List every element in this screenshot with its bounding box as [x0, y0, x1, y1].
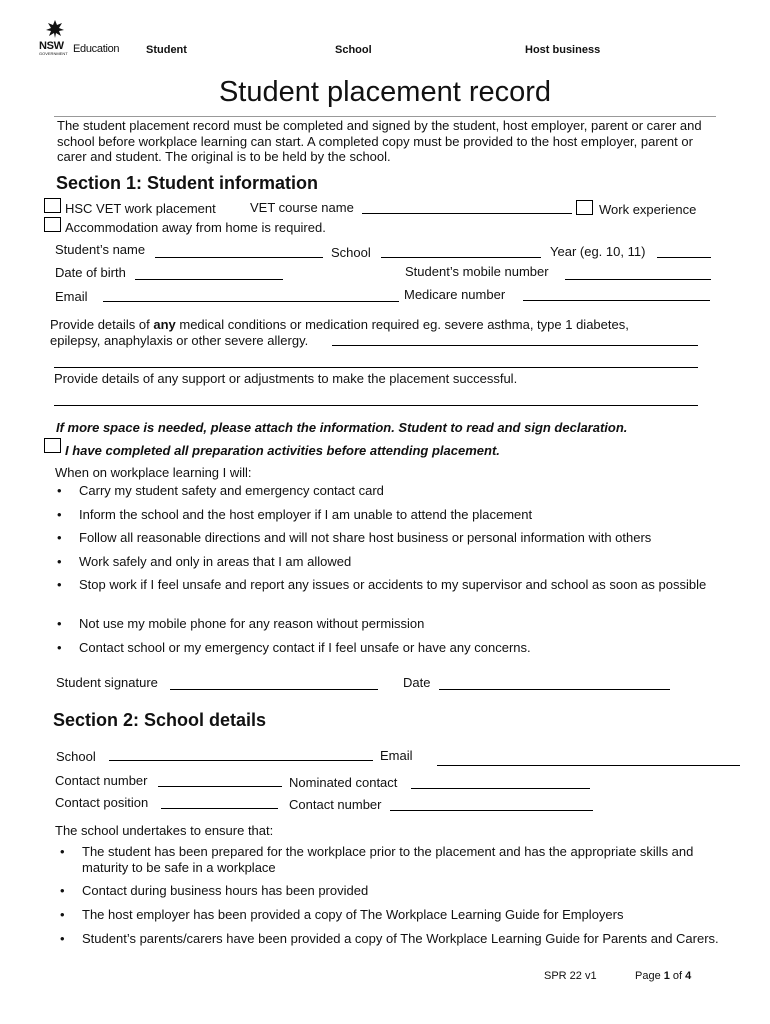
school-label: School [331, 245, 371, 260]
contact-number-label: Contact number [55, 773, 148, 788]
support-label: Provide details of any support or adjustments to make the placement successful. [54, 371, 518, 386]
section2-heading: Section 2: School details [53, 710, 267, 730]
student-signature-field[interactable] [170, 689, 378, 690]
contact-number-field[interactable] [158, 786, 282, 787]
email-label: Email [55, 289, 88, 304]
hsc-vet-checkbox[interactable] [44, 198, 61, 213]
mobile-field[interactable] [565, 279, 711, 280]
title-divider [54, 116, 716, 117]
page-number: Page 1 of 4 [635, 970, 692, 982]
nominated-contact-label: Nominated contact [289, 775, 398, 790]
nsw-education-logo [36, 18, 128, 58]
mobile-label: Student’s mobile number [405, 264, 549, 279]
school-name-field[interactable] [109, 760, 373, 761]
signature-date-label: Date [403, 675, 431, 690]
students-name-field[interactable] [155, 257, 323, 258]
school-email-label: Email [380, 748, 413, 763]
vet-course-field[interactable] [362, 213, 572, 214]
contact-number2-field[interactable] [390, 810, 593, 811]
medical-details-field[interactable] [332, 345, 698, 346]
hsc-vet-label: HSC VET work placement [65, 201, 216, 216]
dob-field[interactable] [135, 279, 283, 280]
signature-date-field[interactable] [439, 689, 670, 690]
email-field[interactable] [103, 301, 399, 302]
support-field[interactable] [54, 405, 698, 406]
medicare-field[interactable] [523, 300, 710, 301]
vet-course-label: VET course name [250, 200, 354, 215]
form-code: SPR 22 v1 [544, 970, 597, 982]
school-field[interactable] [381, 257, 541, 258]
page-title: Student placement record [218, 76, 552, 108]
accommodation-checkbox[interactable] [44, 217, 61, 232]
contact-number2-label: Contact number [289, 797, 382, 812]
when-on-placement-label: When on workplace learning I will: [55, 465, 252, 480]
header-tab-student: Student [146, 44, 187, 56]
school-undertakes-label: The school undertakes to ensure that: [55, 823, 274, 838]
year-label: Year (eg. 10, 11) [550, 244, 646, 259]
header-tab-host-business: Host business [525, 44, 601, 56]
intro-paragraph: The student placement record must be completed and signed by the student, host employer, parent or carer and school before workplace learning can start. A completed copy must be provided to the host employer, parent or carer and student. The original is to be held by the school. [57, 118, 702, 164]
school-name-label: School [56, 749, 96, 764]
school-email-field[interactable] [437, 765, 740, 766]
more-space-note: If more space is needed, please attach the information. Student to read and sign declaration. [56, 420, 628, 435]
dob-label: Date of birth [55, 265, 126, 280]
medical-details-label: Provide details of any medical conditions or medication required eg. severe asthma, type 1 diabetes, [50, 317, 629, 332]
logo-education-text: Education [73, 43, 120, 55]
work-experience-checkbox[interactable] [576, 200, 593, 215]
section1-heading: Section 1: Student information [56, 173, 319, 193]
header-tab-school: School [335, 44, 372, 56]
year-field[interactable] [657, 257, 711, 258]
preparation-checkbox[interactable] [44, 438, 61, 453]
medical-details-field-2[interactable] [54, 367, 698, 368]
contact-position-label: Contact position [55, 795, 149, 810]
medical-details-label-line2: epilepsy, anaphylaxis or other severe allergy. [50, 333, 309, 348]
student-signature-label: Student signature [56, 675, 158, 690]
contact-position-field[interactable] [161, 808, 278, 809]
nominated-contact-field[interactable] [411, 788, 590, 789]
work-experience-label: Work experience [599, 202, 697, 217]
students-name-label: Student’s name [55, 242, 146, 257]
medicare-label: Medicare number [404, 287, 506, 302]
waratah-icon [44, 18, 66, 40]
logo-nsw-text: NSW [39, 40, 64, 52]
preparation-label: I have completed all preparation activities before attending placement. [65, 443, 500, 458]
accommodation-label: Accommodation away from home is required. [65, 220, 326, 235]
logo-government-text: GOVERNMENT [39, 51, 68, 56]
